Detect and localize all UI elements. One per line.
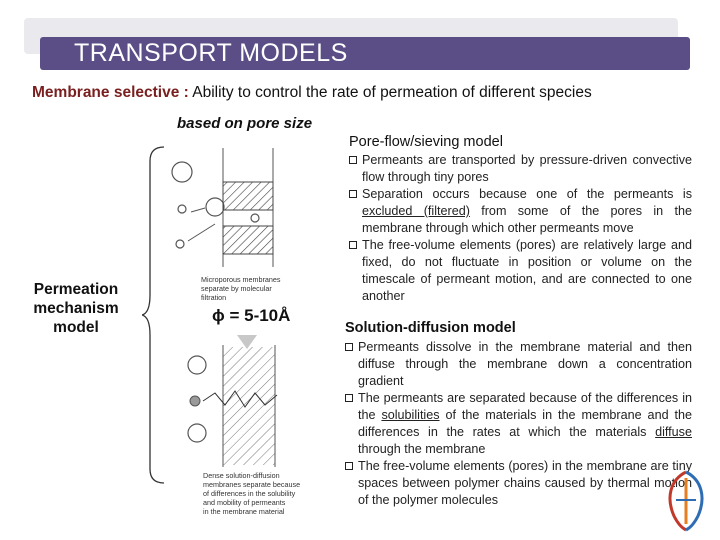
bullet-item bbox=[348, 237, 692, 305]
diagram-caption: in the membrane material bbox=[203, 507, 285, 516]
bullet-square-icon bbox=[349, 241, 357, 249]
pore-size-heading: based on pore size bbox=[177, 115, 313, 132]
bullet-item bbox=[344, 390, 692, 458]
bullet-square-icon bbox=[345, 394, 353, 402]
large-molecule-icon bbox=[172, 162, 192, 182]
diagram-caption: of differences in the solubility bbox=[203, 489, 296, 498]
small-molecule-icon bbox=[178, 205, 186, 213]
underlined-term: excluded (filtered) bbox=[362, 204, 470, 218]
bullet-item bbox=[348, 152, 692, 186]
bullet-item bbox=[344, 339, 692, 390]
bullet-text: through the membrane bbox=[358, 442, 486, 456]
bullet-square-icon bbox=[349, 190, 357, 198]
large-molecule-icon bbox=[206, 198, 224, 216]
subtitle-key: Membrane selective : bbox=[32, 84, 189, 101]
mechanism-label bbox=[22, 280, 130, 337]
solution-diffusion-heading: Solution-diffusion model bbox=[345, 320, 516, 336]
mechanism-label-line: model bbox=[53, 319, 99, 336]
small-molecule-icon bbox=[176, 240, 184, 248]
diagram-caption: Microporous membranes bbox=[201, 275, 281, 284]
diagram-caption: and mobility of permeants bbox=[203, 498, 286, 507]
diagram-caption: filtration bbox=[201, 293, 227, 302]
dense-membrane-diagram bbox=[185, 335, 325, 525]
diagram-caption: separate by molecular bbox=[201, 284, 272, 293]
flow-arrow bbox=[188, 224, 215, 241]
large-molecule-icon bbox=[188, 424, 206, 442]
pore-size-label: ϕ = 5-10Å bbox=[212, 306, 291, 325]
underlined-term: diffuse bbox=[655, 425, 692, 439]
bullet-text: Permeants dissolve in the membrane material and then diffuse through the membrane down a concentration gradient bbox=[358, 340, 692, 388]
bullet-text: The free-volume elements (pores) are relatively large and fixed, do not fluctuate in position or volume on the timescale of permeant motion, and are connected to one another bbox=[362, 238, 692, 303]
diagram-caption: Dense solution-diffusion bbox=[203, 471, 280, 480]
left-brace-icon bbox=[142, 145, 166, 485]
subtitle bbox=[32, 84, 592, 102]
bullet-square-icon bbox=[345, 343, 353, 351]
flow-arrow bbox=[191, 208, 205, 212]
bullet-text: of the materials in the membrane and the differences in the rates at which the materials bbox=[358, 408, 692, 439]
page-title: TRANSPORT MODELS bbox=[74, 39, 348, 67]
bullet-text: The permeants are separated because of the differences in the bbox=[358, 391, 692, 422]
mechanism-label-line: Permeation bbox=[33, 281, 119, 298]
small-molecule-icon bbox=[190, 396, 200, 406]
bullet-item bbox=[344, 458, 692, 509]
bullet-text: Separation occurs because one of the permeants is bbox=[362, 187, 692, 201]
microporous-membrane-diagram bbox=[165, 142, 295, 307]
bullet-square-icon bbox=[345, 462, 353, 470]
small-molecule-icon bbox=[251, 214, 259, 222]
subtitle-text: Ability to control the rate of permeation of different species bbox=[188, 84, 592, 101]
bullet-text: from some of the pores in the membrane through which other permeants move bbox=[362, 204, 692, 235]
university-logo-icon bbox=[660, 468, 712, 534]
bullet-text: The free-volume elements (pores) in the membrane are tiny spaces between polymer chains caused by thermal motion of the polymer molecules bbox=[358, 459, 692, 507]
pore-flow-bullet-list bbox=[348, 152, 692, 305]
pore-flow-heading: Pore-flow/sieving model bbox=[349, 134, 503, 150]
diagram-caption: membranes separate because bbox=[203, 480, 301, 489]
membrane-wall-upper bbox=[223, 182, 273, 210]
underlined-term: solubilities bbox=[381, 408, 440, 422]
solution-diffusion-bullet-list bbox=[344, 339, 692, 509]
bullet-square-icon bbox=[349, 156, 357, 164]
mechanism-label-line: mechanism bbox=[33, 300, 119, 317]
large-molecule-icon bbox=[188, 356, 206, 374]
membrane-wall-lower bbox=[223, 226, 273, 254]
dense-membrane bbox=[223, 347, 275, 465]
bullet-item bbox=[348, 186, 692, 237]
bullet-text: Permeants are transported by pressure-driven convective flow through tiny pores bbox=[362, 153, 692, 184]
